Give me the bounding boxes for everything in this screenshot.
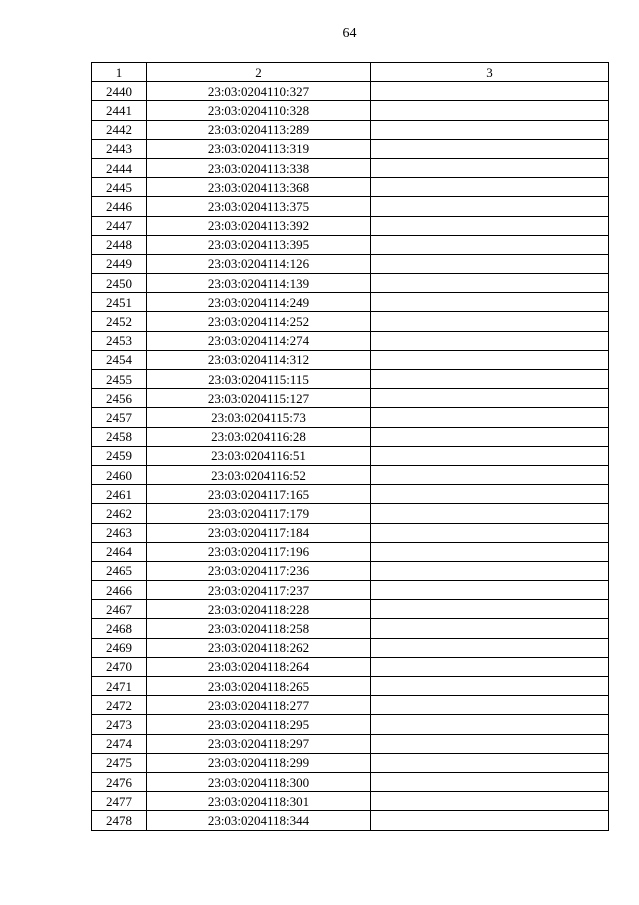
row-number-cell: 2453: [92, 331, 147, 350]
row-number-cell: 2457: [92, 408, 147, 427]
table-row: [92, 139, 609, 158]
notes-cell: [371, 82, 609, 101]
notes-cell: [371, 581, 609, 600]
cadastral-number-cell: 23:03:0204114:126: [147, 254, 371, 273]
table-row: [92, 82, 609, 101]
page-number: 64: [342, 26, 357, 41]
table-row: [92, 446, 609, 465]
cadastral-number-cell: 23:03:0204113:395: [147, 235, 371, 254]
table-row: [92, 389, 609, 408]
table-row: [92, 811, 609, 830]
notes-cell: [371, 139, 609, 158]
cadastral-number-cell: 23:03:0204118:264: [147, 657, 371, 676]
cadastral-number-cell: 23:03:0204117:184: [147, 523, 371, 542]
cadastral-number-cell: 23:03:0204114:252: [147, 312, 371, 331]
cadastral-number-cell: 23:03:0204117:196: [147, 542, 371, 561]
table-row: [92, 158, 609, 177]
table-body: [92, 82, 609, 830]
row-number-cell: 2444: [92, 158, 147, 177]
row-number-cell: 2461: [92, 485, 147, 504]
notes-cell: [371, 389, 609, 408]
table-row: [92, 254, 609, 273]
notes-cell: [371, 408, 609, 427]
notes-cell: [371, 715, 609, 734]
cadastral-number-cell: 23:03:0204118:228: [147, 600, 371, 619]
table-row: [92, 657, 609, 676]
cadastral-number-cell: 23:03:0204118:262: [147, 638, 371, 657]
header-row: [92, 63, 609, 82]
row-number-cell: 2460: [92, 465, 147, 484]
notes-cell: [371, 216, 609, 235]
row-number-cell: 2474: [92, 734, 147, 753]
table-row: [92, 197, 609, 216]
table-row: [92, 715, 609, 734]
row-number-cell: 2469: [92, 638, 147, 657]
cadastral-number-cell: 23:03:0204113:392: [147, 216, 371, 235]
table-row: [92, 312, 609, 331]
notes-cell: [371, 811, 609, 830]
notes-cell: [371, 734, 609, 753]
notes-cell: [371, 485, 609, 504]
row-number-cell: 2447: [92, 216, 147, 235]
row-number-cell: 2465: [92, 561, 147, 580]
notes-cell: [371, 370, 609, 389]
row-number-cell: 2450: [92, 274, 147, 293]
cadastral-number-cell: 23:03:0204114:312: [147, 350, 371, 369]
row-number-cell: 2471: [92, 677, 147, 696]
row-number-cell: 2456: [92, 389, 147, 408]
table-row: [92, 619, 609, 638]
row-number-cell: 2463: [92, 523, 147, 542]
table-row: [92, 600, 609, 619]
cadastral-number-cell: 23:03:0204114:274: [147, 331, 371, 350]
row-number-cell: 2464: [92, 542, 147, 561]
notes-cell: [371, 197, 609, 216]
cadastral-number-cell: 23:03:0204118:297: [147, 734, 371, 753]
notes-cell: [371, 772, 609, 791]
header-cell-1: 1: [92, 63, 147, 82]
cadastral-number-cell: 23:03:0204118:277: [147, 696, 371, 715]
table-row: [92, 427, 609, 446]
cadastral-number-cell: 23:03:0204114:139: [147, 274, 371, 293]
table-row: [92, 677, 609, 696]
notes-cell: [371, 696, 609, 715]
row-number-cell: 2477: [92, 792, 147, 811]
cadastral-number-cell: 23:03:0204116:51: [147, 446, 371, 465]
cadastral-number-cell: 23:03:0204118:295: [147, 715, 371, 734]
table-row: [92, 561, 609, 580]
notes-cell: [371, 331, 609, 350]
cadastral-number-cell: 23:03:0204118:265: [147, 677, 371, 696]
table-row: [92, 408, 609, 427]
table-row: [92, 734, 609, 753]
table-header: [92, 63, 609, 82]
cadastral-number-cell: 23:03:0204118:301: [147, 792, 371, 811]
cadastral-number-cell: 23:03:0204110:327: [147, 82, 371, 101]
row-number-cell: 2458: [92, 427, 147, 446]
cadastral-number-cell: 23:03:0204117:236: [147, 561, 371, 580]
notes-cell: [371, 619, 609, 638]
notes-cell: [371, 274, 609, 293]
notes-cell: [371, 465, 609, 484]
table-row: [92, 772, 609, 791]
cadastral-number-cell: 23:03:0204113:368: [147, 178, 371, 197]
table-row: [92, 178, 609, 197]
cadastral-number-cell: 23:03:0204110:328: [147, 101, 371, 120]
table-row: [92, 235, 609, 254]
table-row: [92, 581, 609, 600]
row-number-cell: 2443: [92, 139, 147, 158]
cadastral-number-cell: 23:03:0204113:289: [147, 120, 371, 139]
row-number-cell: 2454: [92, 350, 147, 369]
table-row: [92, 638, 609, 657]
cadastral-number-cell: 23:03:0204118:344: [147, 811, 371, 830]
row-number-cell: 2455: [92, 370, 147, 389]
row-number-cell: 2476: [92, 772, 147, 791]
cadastral-number-cell: 23:03:0204114:249: [147, 293, 371, 312]
cadastral-number-cell: 23:03:0204113:338: [147, 158, 371, 177]
table-row: [92, 523, 609, 542]
notes-cell: [371, 446, 609, 465]
table-row: [92, 696, 609, 715]
cadastral-number-cell: 23:03:0204117:237: [147, 581, 371, 600]
cadastral-table: [91, 62, 609, 831]
notes-cell: [371, 427, 609, 446]
cadastral-number-cell: 23:03:0204116:28: [147, 427, 371, 446]
notes-cell: [371, 600, 609, 619]
table-row: [92, 216, 609, 235]
cadastral-number-cell: 23:03:0204113:375: [147, 197, 371, 216]
row-number-cell: 2442: [92, 120, 147, 139]
notes-cell: [371, 312, 609, 331]
notes-cell: [371, 350, 609, 369]
table-row: [92, 504, 609, 523]
row-number-cell: 2448: [92, 235, 147, 254]
table-row: [92, 542, 609, 561]
notes-cell: [371, 254, 609, 273]
row-number-cell: 2451: [92, 293, 147, 312]
table-row: [92, 792, 609, 811]
cadastral-number-cell: 23:03:0204118:258: [147, 619, 371, 638]
notes-cell: [371, 523, 609, 542]
notes-cell: [371, 293, 609, 312]
notes-cell: [371, 677, 609, 696]
cadastral-number-cell: 23:03:0204113:319: [147, 139, 371, 158]
notes-cell: [371, 235, 609, 254]
notes-cell: [371, 638, 609, 657]
table-row: [92, 293, 609, 312]
table-row: [92, 331, 609, 350]
table-row: [92, 350, 609, 369]
row-number-cell: 2449: [92, 254, 147, 273]
row-number-cell: 2462: [92, 504, 147, 523]
row-number-cell: 2478: [92, 811, 147, 830]
table-row: [92, 465, 609, 484]
notes-cell: [371, 542, 609, 561]
row-number-cell: 2446: [92, 197, 147, 216]
notes-cell: [371, 792, 609, 811]
row-number-cell: 2440: [92, 82, 147, 101]
header-cell-3: 3: [371, 63, 609, 82]
table-row: [92, 753, 609, 772]
row-number-cell: 2475: [92, 753, 147, 772]
row-number-cell: 2468: [92, 619, 147, 638]
row-number-cell: 2441: [92, 101, 147, 120]
table-row: [92, 120, 609, 139]
row-number-cell: 2452: [92, 312, 147, 331]
table-row: [92, 485, 609, 504]
cadastral-number-cell: 23:03:0204115:73: [147, 408, 371, 427]
notes-cell: [371, 504, 609, 523]
table-row: [92, 274, 609, 293]
notes-cell: [371, 657, 609, 676]
notes-cell: [371, 753, 609, 772]
row-number-cell: 2470: [92, 657, 147, 676]
row-number-cell: 2472: [92, 696, 147, 715]
header-cell-2: 2: [147, 63, 371, 82]
cadastral-number-cell: 23:03:0204118:300: [147, 772, 371, 791]
cadastral-number-cell: 23:03:0204115:115: [147, 370, 371, 389]
row-number-cell: 2473: [92, 715, 147, 734]
row-number-cell: 2467: [92, 600, 147, 619]
notes-cell: [371, 178, 609, 197]
cadastral-number-cell: 23:03:0204116:52: [147, 465, 371, 484]
cadastral-number-cell: 23:03:0204117:165: [147, 485, 371, 504]
table-row: [92, 370, 609, 389]
notes-cell: [371, 120, 609, 139]
notes-cell: [371, 158, 609, 177]
row-number-cell: 2445: [92, 178, 147, 197]
table-row: [92, 101, 609, 120]
cadastral-number-cell: 23:03:0204115:127: [147, 389, 371, 408]
row-number-cell: 2466: [92, 581, 147, 600]
cadastral-number-cell: 23:03:0204118:299: [147, 753, 371, 772]
notes-cell: [371, 101, 609, 120]
row-number-cell: 2459: [92, 446, 147, 465]
notes-cell: [371, 561, 609, 580]
cadastral-number-cell: 23:03:0204117:179: [147, 504, 371, 523]
